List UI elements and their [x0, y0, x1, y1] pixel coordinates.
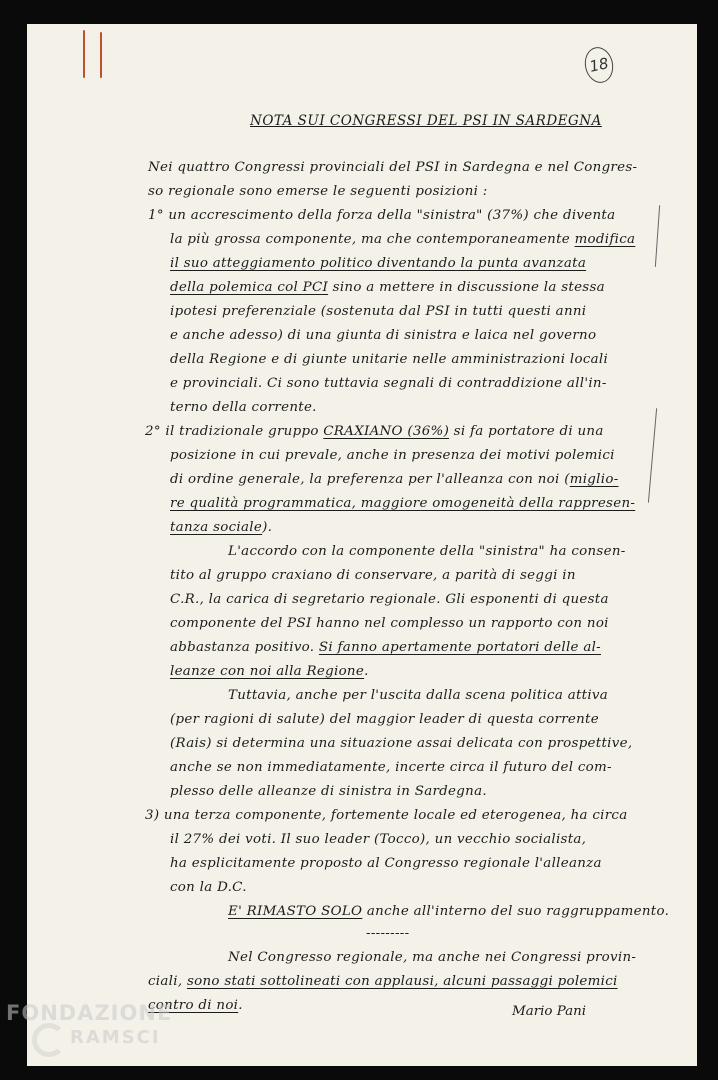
text-segment: 1° un accrescimento della forza della "sinistra" (37%) che diventa [148, 208, 616, 223]
text-segment: il 27% dei voti. Il suo leader (Tocco), un vecchio socialista, [170, 832, 587, 847]
staple-mark-right [100, 32, 102, 78]
underlined-text: tanza sociale [170, 520, 263, 535]
underlined-text: E' RIMASTO SOLO [228, 904, 363, 919]
text-line [170, 664, 369, 679]
text-segment: --------- [366, 926, 410, 941]
text-segment: ipotesi preferenziale (sostenuta dal PSI in tutti questi anni [170, 304, 587, 319]
text-line [170, 304, 586, 319]
text-line [170, 496, 635, 511]
text-line [170, 568, 576, 583]
text-line [228, 688, 608, 703]
text-line [170, 616, 609, 631]
text-segment: terno della corrente. [170, 400, 317, 415]
text-segment: con la D.C. [170, 880, 247, 895]
text-line [170, 760, 612, 775]
page-number: 18 [582, 44, 617, 85]
text-segment: . [238, 998, 243, 1013]
text-segment: plesso delle alleanze di sinistra in Sardegna. [170, 784, 487, 799]
watermark-g-logo [32, 1023, 66, 1057]
text-line [170, 832, 586, 847]
text-segment: Tuttavia, anche per l'uscita dalla scena politica attiva [228, 688, 609, 703]
text-line [170, 256, 586, 271]
underlined-text: il suo atteggiamento politico diventando la punta avanzata [170, 256, 587, 271]
text-segment: Nel Congresso regionale, ma anche nei Congressi provin- [228, 950, 637, 965]
text-segment: 3) una terza componente, fortemente locale ed eterogenea, ha circa [145, 808, 628, 823]
text-segment: e anche adesso) di una giunta di sinistra e laica nel governo [170, 328, 597, 343]
text-line [170, 448, 615, 463]
text-line [170, 472, 619, 487]
text-line [148, 160, 637, 175]
text-line [170, 640, 601, 655]
underlined-text: modifica [574, 232, 636, 247]
text-line [366, 926, 409, 941]
text-line [170, 232, 635, 247]
text-segment: L'accordo con la componente della "sinistra" ha consen- [228, 544, 626, 559]
text-segment: di ordine generale, la preferenza per l'alleanza con noi ( [170, 472, 570, 487]
text-segment: la più grossa componente, ma che contemporaneamente [170, 232, 575, 247]
text-line [170, 328, 596, 343]
underlined-text: miglio- [569, 472, 619, 487]
underlined-text: re qualità programmatica, maggiore omogeneità della rappresen- [170, 496, 636, 511]
text-segment: abbastanza positivo. [170, 640, 319, 655]
document-title: NOTA SUI CONGRESSI DEL PSI IN SARDEGNA [250, 113, 602, 129]
text-line [170, 712, 599, 727]
underlined-text: Si fanno apertamente portatori delle al- [318, 640, 602, 655]
text-segment: componente del PSI hanno nel complesso un rapporto con noi [170, 616, 609, 631]
underlined-text: leanze con noi alla Regione [170, 664, 365, 679]
text-segment: so regionale sono emerse le seguenti posizioni : [148, 184, 488, 199]
text-line [148, 208, 615, 223]
text-line [148, 974, 618, 989]
text-line [148, 184, 488, 199]
text-line [145, 808, 628, 823]
text-segment: 2° il tradizionale gruppo [145, 424, 324, 439]
text-line [170, 736, 632, 751]
underlined-text: CRAXIANO (36%) [323, 424, 450, 439]
text-line [145, 424, 604, 439]
text-line [170, 280, 605, 295]
text-line [170, 592, 609, 607]
text-segment: Nei quattro Congressi provinciali del PSI in Sardegna e nel Congres- [148, 160, 638, 175]
text-segment: posizione in cui prevale, anche in presenza dei motivi polemici [170, 448, 615, 463]
text-line [170, 856, 602, 871]
text-line [170, 352, 608, 367]
text-line [170, 376, 607, 391]
text-segment: anche all'interno del suo raggruppamento. [362, 904, 670, 919]
text-line [228, 544, 626, 559]
text-line [170, 880, 247, 895]
text-line [228, 950, 636, 965]
text-segment: C.R., la carica di segretario regionale. Gli esponenti di questa [170, 592, 609, 607]
staple-mark-left [83, 30, 85, 78]
text-segment: anche se non immediatamente, incerte circa il futuro del com- [170, 760, 612, 775]
text-segment: sino a mettere in discussione la stessa [328, 280, 605, 295]
text-segment: . [364, 664, 369, 679]
text-line [170, 400, 317, 415]
underlined-text: sono stati sottolineati con applausi, alcuni passaggi polemici [186, 974, 618, 989]
archive-watermark [6, 1001, 176, 1071]
text-line [228, 904, 669, 919]
text-segment: tito al gruppo craxiano di conservare, a parità di seggi in [170, 568, 576, 583]
watermark-line1: FONDAZIONE [6, 1001, 173, 1025]
underlined-text: contro di noi [148, 998, 239, 1013]
watermark-line2: RAMSCI [70, 1027, 161, 1048]
text-segment: ciali, [148, 974, 187, 989]
text-segment: (per ragioni di salute) del maggior leader di questa corrente [170, 712, 599, 727]
text-segment: si fa portatore di una [449, 424, 604, 439]
underlined-text: della polemica col PCI [170, 280, 329, 295]
text-line [170, 784, 487, 799]
text-line [170, 520, 272, 535]
text-segment: della Regione e di giunte unitarie nelle amministrazioni locali [170, 352, 609, 367]
text-segment: (Rais) si determina una situazione assai delicata con prospettive, [170, 736, 633, 751]
text-segment: ). [262, 520, 273, 535]
text-segment: ha esplicitamente proposto al Congresso regionale l'alleanza [170, 856, 602, 871]
text-segment: e provinciali. Ci sono tuttavia segnali di contraddizione all'in- [170, 376, 607, 391]
signature: Mario Pani [512, 1004, 586, 1019]
